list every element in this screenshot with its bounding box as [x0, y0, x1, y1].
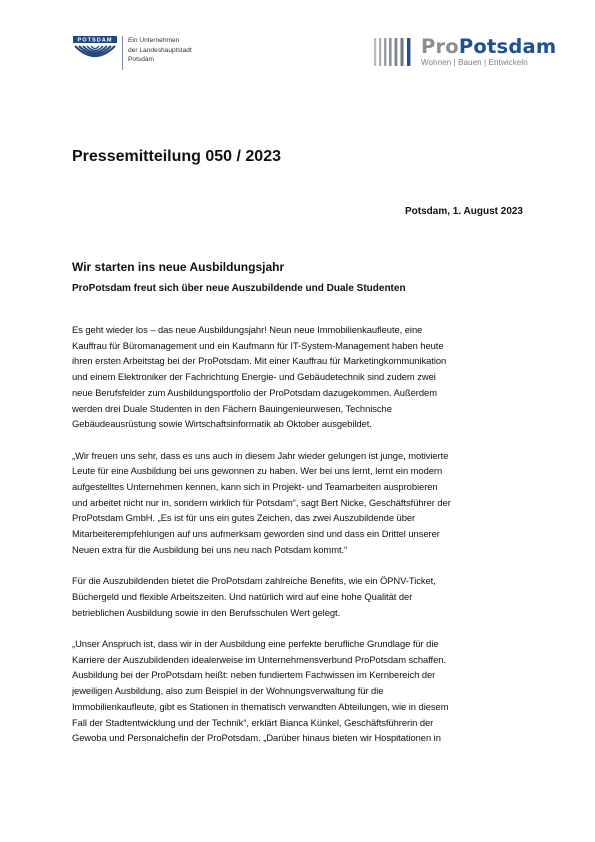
potsdam-emblem-icon	[72, 35, 118, 65]
propotsdam-tagline: Wohnen | Bauen | Entwickeln	[421, 58, 528, 67]
text-line: und arbeitet nicht nur in, sondern wirklich für Potsdam“, sagt Bert Nicke, Geschäftsführer der	[72, 496, 451, 508]
text-line: Gebäudeausrüstung sowie Wirtschaftsinformatik ab Oktober ausgebildet.	[72, 418, 372, 430]
svg-text:POTSDAM: POTSDAM	[77, 37, 113, 44]
paragraph-3	[72, 573, 532, 620]
text-line: neue Berufsfelder zum Ausbildungsportfolio der ProPotsdam dazugekommen. Außerdem	[72, 386, 437, 398]
press-release-date: Potsdam, 1. August 2023	[405, 206, 523, 217]
text-line: Für die Auszubildenden bietet die ProPotsdam zahlreiche Benefits, wie ein ÖPNV-Ticket,	[72, 575, 436, 587]
text-line: Mitarbeiterempfehlungen auf uns aufmerksam geworden sind und dass ein Drittel unserer	[72, 528, 440, 540]
propotsdam-wordmark	[421, 37, 556, 56]
city-of-potsdam-logo	[72, 35, 192, 70]
propotsdam-bars-icon	[374, 37, 416, 67]
headline: Wir starten ins neue Ausbildungsjahr	[72, 260, 285, 274]
text-line: Neuen extra für die Ausbildung bei uns neu nach Potsdam kommt.“	[72, 543, 348, 555]
propotsdam-logo	[374, 37, 556, 67]
subheadline: ProPotsdam freut sich über neue Auszubildende und Duale Studenten	[72, 283, 406, 294]
text-line: Gewoba und Personalchefin der ProPotsdam. „Darüber hinaus bieten wir Hospitationen in	[72, 732, 441, 744]
text-line: „Wir freuen uns sehr, dass es uns auch in diesem Jahr wieder gelungen ist junge, motivierte	[72, 449, 449, 461]
logo-divider	[122, 36, 123, 70]
logo-caption	[128, 35, 192, 65]
text-line: Immobilienkaufleute, gibt es Stationen in thematisch verwandten Abteilungen, wie in diesem	[72, 700, 449, 712]
text-line: betrieblichen Ausbildung sowie in den Berufsschulen Wert gelegt.	[72, 606, 341, 618]
text-line: „Unser Anspruch ist, dass wir in der Ausbildung eine perfekte berufliche Grundlage für die	[72, 638, 439, 650]
text-line: Kauffrau für Büromanagement und ein Kaufmann für IT-System-Management haben heute	[72, 339, 444, 351]
text-line: ProPotsdam GmbH. „Es ist für uns ein gutes Zeichen, das zwei Auszubildende über	[72, 512, 416, 524]
paragraph-2	[72, 448, 532, 558]
brand-pro: Pro	[421, 35, 459, 58]
text-line: Karriere der Auszubildenden idealerweise im Unternehmensverbund ProPotsdam schaffen.	[72, 653, 446, 665]
paragraph-4	[72, 636, 532, 746]
text-line: Ausbildung bei der ProPotsdam heißt: neben fundiertem Fachwissen im Kernbereich der	[72, 669, 436, 681]
brand-potsdam: Potsdam	[458, 35, 557, 58]
press-release-title: Pressemitteilung 050 / 2023	[72, 148, 281, 165]
text-line: Fall der Stadtentwicklung und der Technik“, erklärt Bianca Künkel, Geschäftsführerin der	[72, 716, 434, 728]
text-line: ihren ersten Arbeitstag bei der ProPotsdam. Mit einer Kauffrau für Marketingkommunikation	[72, 355, 447, 367]
logo-caption-line: Potsdam	[128, 56, 155, 64]
text-line: Es geht wieder los – das neue Ausbildungsjahr! Neun neue Immobilienkaufleute, eine	[72, 324, 423, 335]
text-line: werden drei Duale Studenten in den Fächern Bauingenieurwesen, Technische	[72, 402, 392, 414]
text-line: Leute für eine Ausbildung bei uns gewonnen zu haben. Wer bei uns lernt, lernt ein modern	[72, 465, 443, 477]
logo-caption-line: der Landeshauptstadt	[128, 46, 192, 54]
text-line: Büchergeld und flexible Arbeitszeiten. Und natürlich wird auf eine hohe Qualität der	[72, 590, 413, 602]
text-line: aufgestelltes Unternehmen kennen, kann sich in Projekt- und Teamarbeiten ausprobieren	[72, 481, 438, 493]
text-line: und einem Elektroniker der Fachrichtung Energie- und Gebäudetechnik sind zudem zwei	[72, 371, 436, 383]
body-text	[72, 322, 532, 762]
paragraph-1	[72, 322, 532, 432]
logo-caption-line: Ein Unternehmen	[128, 37, 180, 44]
text-line: jeweiligen Ausbildung, also zum Beispiel in der Wohnungsverwaltung für die	[72, 685, 384, 697]
